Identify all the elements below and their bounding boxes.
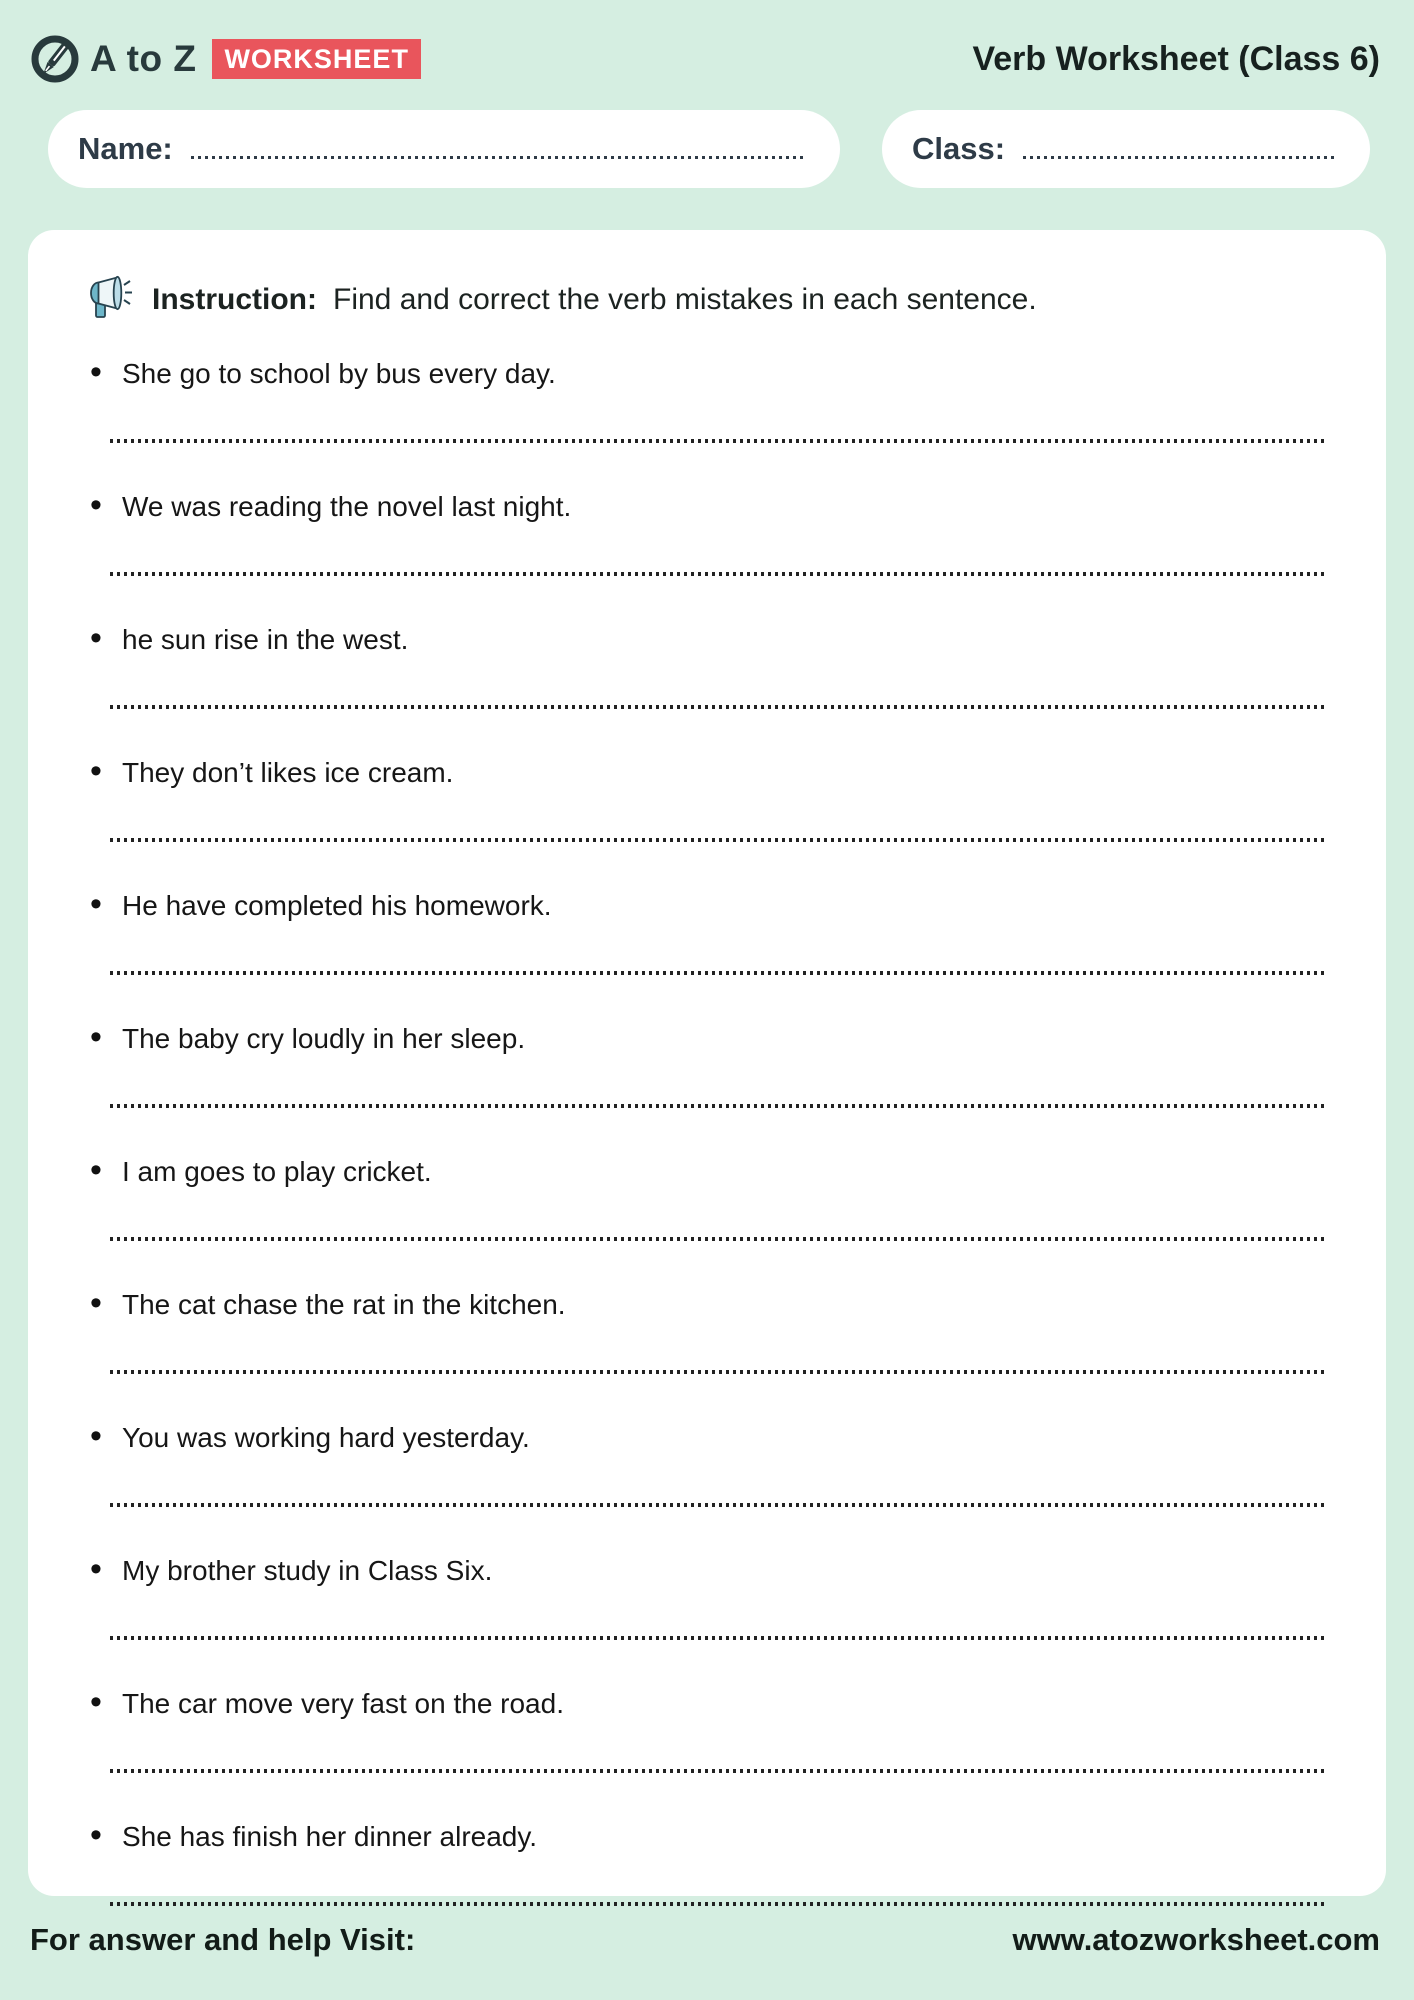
worksheet-card	[28, 230, 1386, 1896]
answer-line[interactable]	[110, 1769, 1328, 1773]
header	[0, 0, 1414, 84]
answer-line[interactable]	[110, 1636, 1328, 1640]
question-item	[84, 1021, 1328, 1108]
logo-text: A to Z	[90, 38, 197, 79]
question-item	[84, 1287, 1328, 1374]
logo	[30, 34, 421, 84]
class-label: Class:	[912, 131, 1006, 166]
name-label: Name:	[78, 131, 173, 166]
answer-line[interactable]	[110, 1104, 1328, 1108]
question-item	[84, 356, 1328, 443]
question-sentence: • I am goes to play cricket.	[84, 1154, 1328, 1190]
footer-website-link[interactable]: www.atozworksheet.com	[1012, 1922, 1380, 1957]
question-sentence: • he sun rise in the west.	[84, 622, 1328, 658]
instruction-text: Find and correct the verb mistakes in each sentence.	[333, 283, 1037, 316]
answer-line[interactable]	[110, 1503, 1328, 1507]
name-write-line[interactable]	[191, 139, 806, 159]
question-list	[84, 356, 1328, 1906]
question-sentence: • My brother study in Class Six.	[84, 1553, 1328, 1589]
fields-row	[48, 110, 1370, 188]
answer-line[interactable]	[110, 1370, 1328, 1374]
footer	[0, 1922, 1414, 1958]
question-sentence: • She has finish her dinner already.	[84, 1819, 1328, 1855]
question-sentence: • The car move very fast on the road.	[84, 1686, 1328, 1722]
question-sentence: • We was reading the novel last night.	[84, 489, 1328, 525]
answer-line[interactable]	[110, 1237, 1328, 1241]
question-sentence: • They don’t likes ice cream.	[84, 755, 1328, 791]
answer-line[interactable]	[110, 439, 1328, 443]
question-item	[84, 1553, 1328, 1640]
page-title: Verb Worksheet (Class 6)	[972, 39, 1380, 78]
answer-line[interactable]	[110, 838, 1328, 842]
question-sentence: • The baby cry loudly in her sleep.	[84, 1021, 1328, 1057]
megaphone-icon	[84, 274, 136, 326]
question-sentence: • The cat chase the rat in the kitchen.	[84, 1287, 1328, 1323]
question-item	[84, 1154, 1328, 1241]
question-item	[84, 755, 1328, 842]
question-item	[84, 1420, 1328, 1507]
question-item	[84, 1686, 1328, 1773]
question-sentence: • She go to school by bus every day.	[84, 356, 1328, 392]
instruction-row	[84, 274, 1328, 326]
question-item	[84, 1819, 1328, 1906]
question-item	[84, 622, 1328, 709]
class-field	[882, 110, 1370, 188]
question-item	[84, 489, 1328, 576]
logo-badge: WORKSHEET	[212, 39, 421, 79]
question-sentence: • He have completed his homework.	[84, 888, 1328, 924]
answer-line[interactable]	[110, 971, 1328, 975]
footer-help-text: For answer and help Visit:	[30, 1922, 416, 1957]
pen-circle-logo-icon	[30, 34, 80, 84]
instruction-label: Instruction:	[152, 283, 317, 316]
answer-line[interactable]	[110, 1902, 1328, 1906]
question-sentence: • You was working hard yesterday.	[84, 1420, 1328, 1456]
answer-line[interactable]	[110, 705, 1328, 709]
question-item	[84, 888, 1328, 975]
class-write-line[interactable]	[1023, 139, 1336, 159]
name-field	[48, 110, 840, 188]
answer-line[interactable]	[110, 572, 1328, 576]
